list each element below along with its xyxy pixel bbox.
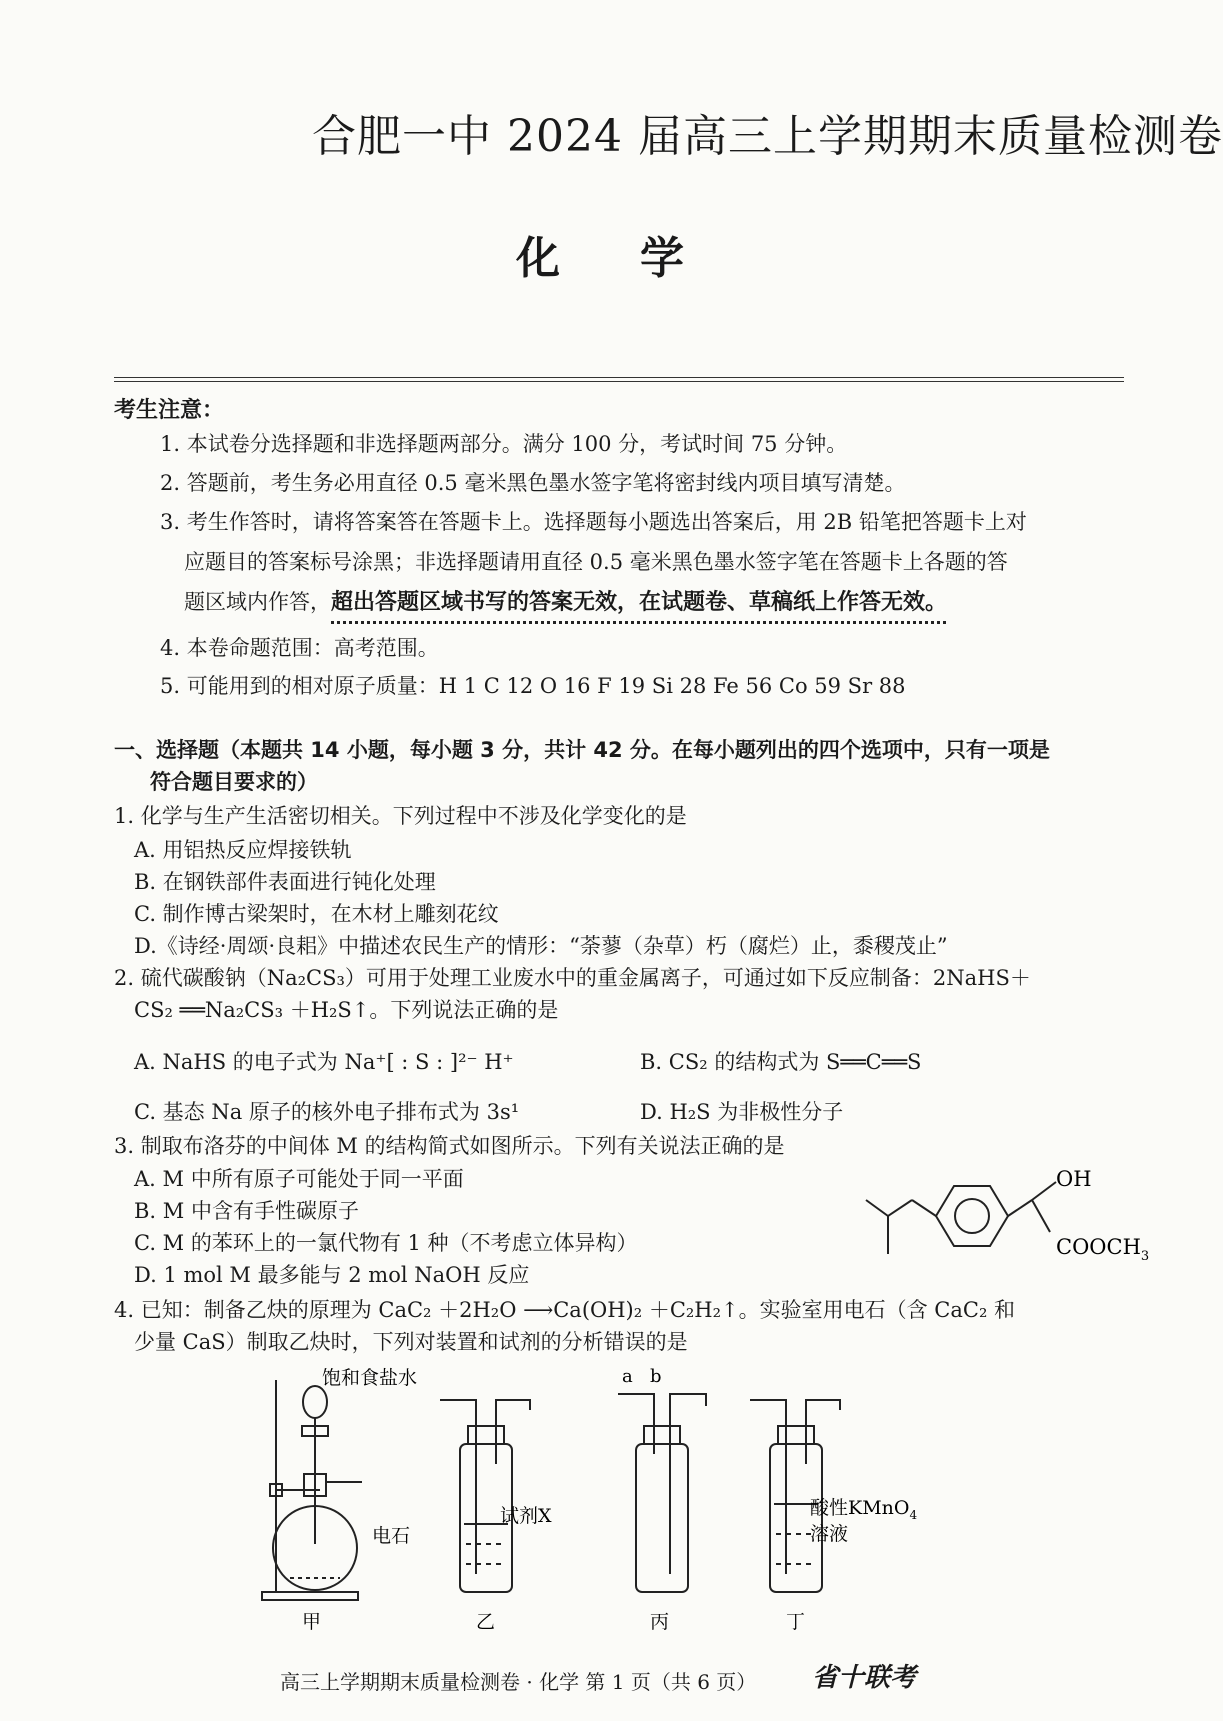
divider-top [114, 377, 1124, 378]
cooch3-subscript: 3 [1140, 1249, 1150, 1264]
apparatus-ding [750, 1400, 840, 1592]
funnel-bulb [303, 1386, 327, 1418]
caption-bing: 丙 [650, 1611, 670, 1633]
label-kmno4 [810, 1497, 917, 1522]
label-carbide: 电石 [372, 1525, 411, 1547]
q3-option-a: A. M 中所有原子可能处于同一平面 [134, 1167, 464, 1191]
stopper-yi [468, 1426, 504, 1444]
q3-stem: 3. 制取布洛芬的中间体 M 的结构简式如图所示。下列有关说法正确的是 [114, 1134, 785, 1158]
label-b: b [650, 1366, 662, 1387]
notice-item-4: 4. 本卷命题范围：高考范围。 [160, 636, 439, 660]
notice-item-3-cont: 应题目的答案标号涂黑；非选择题请用直径 0.5 毫米黑色墨水签字笔在答题卡上各题的答 [184, 550, 1008, 574]
q3-option-c: C. M 的苯环上的一氯代物有 1 种（不考虑立体异构） [134, 1231, 638, 1255]
caption-ding: 丁 [786, 1611, 806, 1633]
oh-label: OH [1056, 1167, 1092, 1191]
label-solution: 溶液 [810, 1523, 849, 1545]
section-heading-cont: 符合题目要求的） [150, 770, 318, 794]
notice-emphasis: 超出答题区域书写的答案无效，在试题卷、草稿纸上作答无效。 [331, 590, 948, 615]
stopper-bing [644, 1426, 680, 1444]
bond-ester [1032, 1200, 1050, 1232]
apparatus-yi [440, 1400, 530, 1592]
q1-option-c: C. 制作博古梁架时，在木材上雕刻花纹 [134, 902, 499, 926]
notice-heading: 考生注意： [114, 398, 225, 423]
q2-option-b: B. CS₂ 的结构式为 S══C══S [640, 1050, 922, 1074]
q3-option-b: B. M 中含有手性碳原子 [134, 1199, 359, 1223]
benzene-aromatic-circle [955, 1199, 989, 1233]
q2-stem-cont: CS₂ ══Na₂CS₃ ＋H₂S↑。下列说法正确的是 [134, 998, 559, 1022]
bond-5 [1008, 1200, 1032, 1216]
q2-option-c: C. 基态 Na 原子的核外电子排布式为 3s¹ [134, 1100, 520, 1124]
label-brine: 饱和食盐水 [322, 1367, 418, 1389]
apparatus-jia [262, 1380, 362, 1600]
section-heading: 一、选择题（本题共 14 小题，每小题 3 分，共计 42 分。在每小题列出的四个选项中，只有一项是 [114, 738, 1050, 762]
label-kmno4-main: 酸性KMnO [810, 1497, 910, 1519]
caption-yi: 乙 [476, 1611, 496, 1633]
q2-stem: 2. 硫代碳酸钠（Na₂CS₃）可用于处理工业废水中的重金属离子，可通过如下反应制备：2NaHS＋ [114, 966, 1031, 990]
q4-apparatus-figure [250, 1364, 1050, 1634]
q1-option-b: B. 在钢铁部件表面进行钝化处理 [134, 870, 436, 894]
cooch3-label [1056, 1235, 1149, 1264]
bottle-bing [636, 1444, 688, 1592]
q1-stem: 1. 化学与生产生活密切相关。下列过程中不涉及化学变化的是 [114, 804, 687, 828]
bond-4 [912, 1200, 936, 1216]
label-kmno4-subscript: 4 [909, 1508, 918, 1522]
label-reagent-x: 试剂X [500, 1505, 552, 1527]
bond-1 [866, 1200, 888, 1216]
q2-option-a: A. NaHS 的电子式为 Na⁺[ : S : ]²⁻ H⁺ [134, 1050, 514, 1074]
q1-option-a: A. 用铝热反应焊接铁轨 [134, 838, 352, 862]
q4-stem: 4. 已知：制备乙炔的原理为 CaC₂ ＋2H₂O ⟶Ca(OH)₂ ＋C₂H₂↑。实验室用电石（含 CaC₂ 和 [114, 1298, 1016, 1322]
stand-base [262, 1592, 358, 1600]
notice-item-2: 2. 答题前，考生务必用直径 0.5 毫米黑色墨水签字笔将密封线内项目填写清楚。 [160, 471, 906, 495]
q4-stem-cont: 少量 CaS）制取乙炔时，下列对装置和试剂的分析错误的是 [134, 1330, 688, 1354]
notice-item-1: 1. 本试卷分选择题和非选择题两部分。满分 100 分，考试时间 75 分钟。 [160, 432, 848, 456]
q2-option-d: D. H₂S 为非极性分子 [640, 1100, 844, 1124]
cooch3-main: COOCH [1056, 1235, 1141, 1259]
footer-stamp: 省十联考 [812, 1663, 917, 1693]
notice-item-3: 3. 考生作答时，请将答案答在答题卡上。选择题每小题选出答案后，用 2B 铅笔把答题卡上对 [160, 510, 1027, 534]
notice-item-5: 5. 可能用到的相对原子质量：H 1 C 12 O 16 F 19 Si 28 Fe 56 Co 59 Sr 88 [160, 674, 906, 698]
q3-option-d: D. 1 mol M 最多能与 2 mol NaOH 反应 [134, 1263, 530, 1287]
notice-item-3-tail: 题区域内作答， [184, 590, 331, 614]
q3-structure-figure [860, 1158, 1150, 1278]
stopper-ding [778, 1426, 814, 1444]
page-footer: 高三上学期期末质量检测卷 · 化学 第 1 页（共 6 页） [280, 1670, 757, 1694]
divider-bottom [114, 381, 1124, 382]
label-a: a [622, 1366, 633, 1387]
notice-item-3-end [184, 585, 947, 616]
bond-oh [1032, 1182, 1056, 1200]
apparatus-bing [618, 1394, 706, 1592]
caption-jia: 甲 [302, 1611, 322, 1633]
q1-option-d: D.《诗经·周颂·良耜》中描述农民生产的情形：“荼蓼（杂草）朽（腐烂）止，黍稷茂止” [134, 934, 948, 958]
subject-title: 化学 [516, 233, 764, 284]
exam-title: 合肥一中 2024 届高三上学期期末质量检测卷 [312, 111, 1223, 162]
benzene-ring [936, 1186, 1008, 1246]
bond-3 [888, 1200, 912, 1216]
